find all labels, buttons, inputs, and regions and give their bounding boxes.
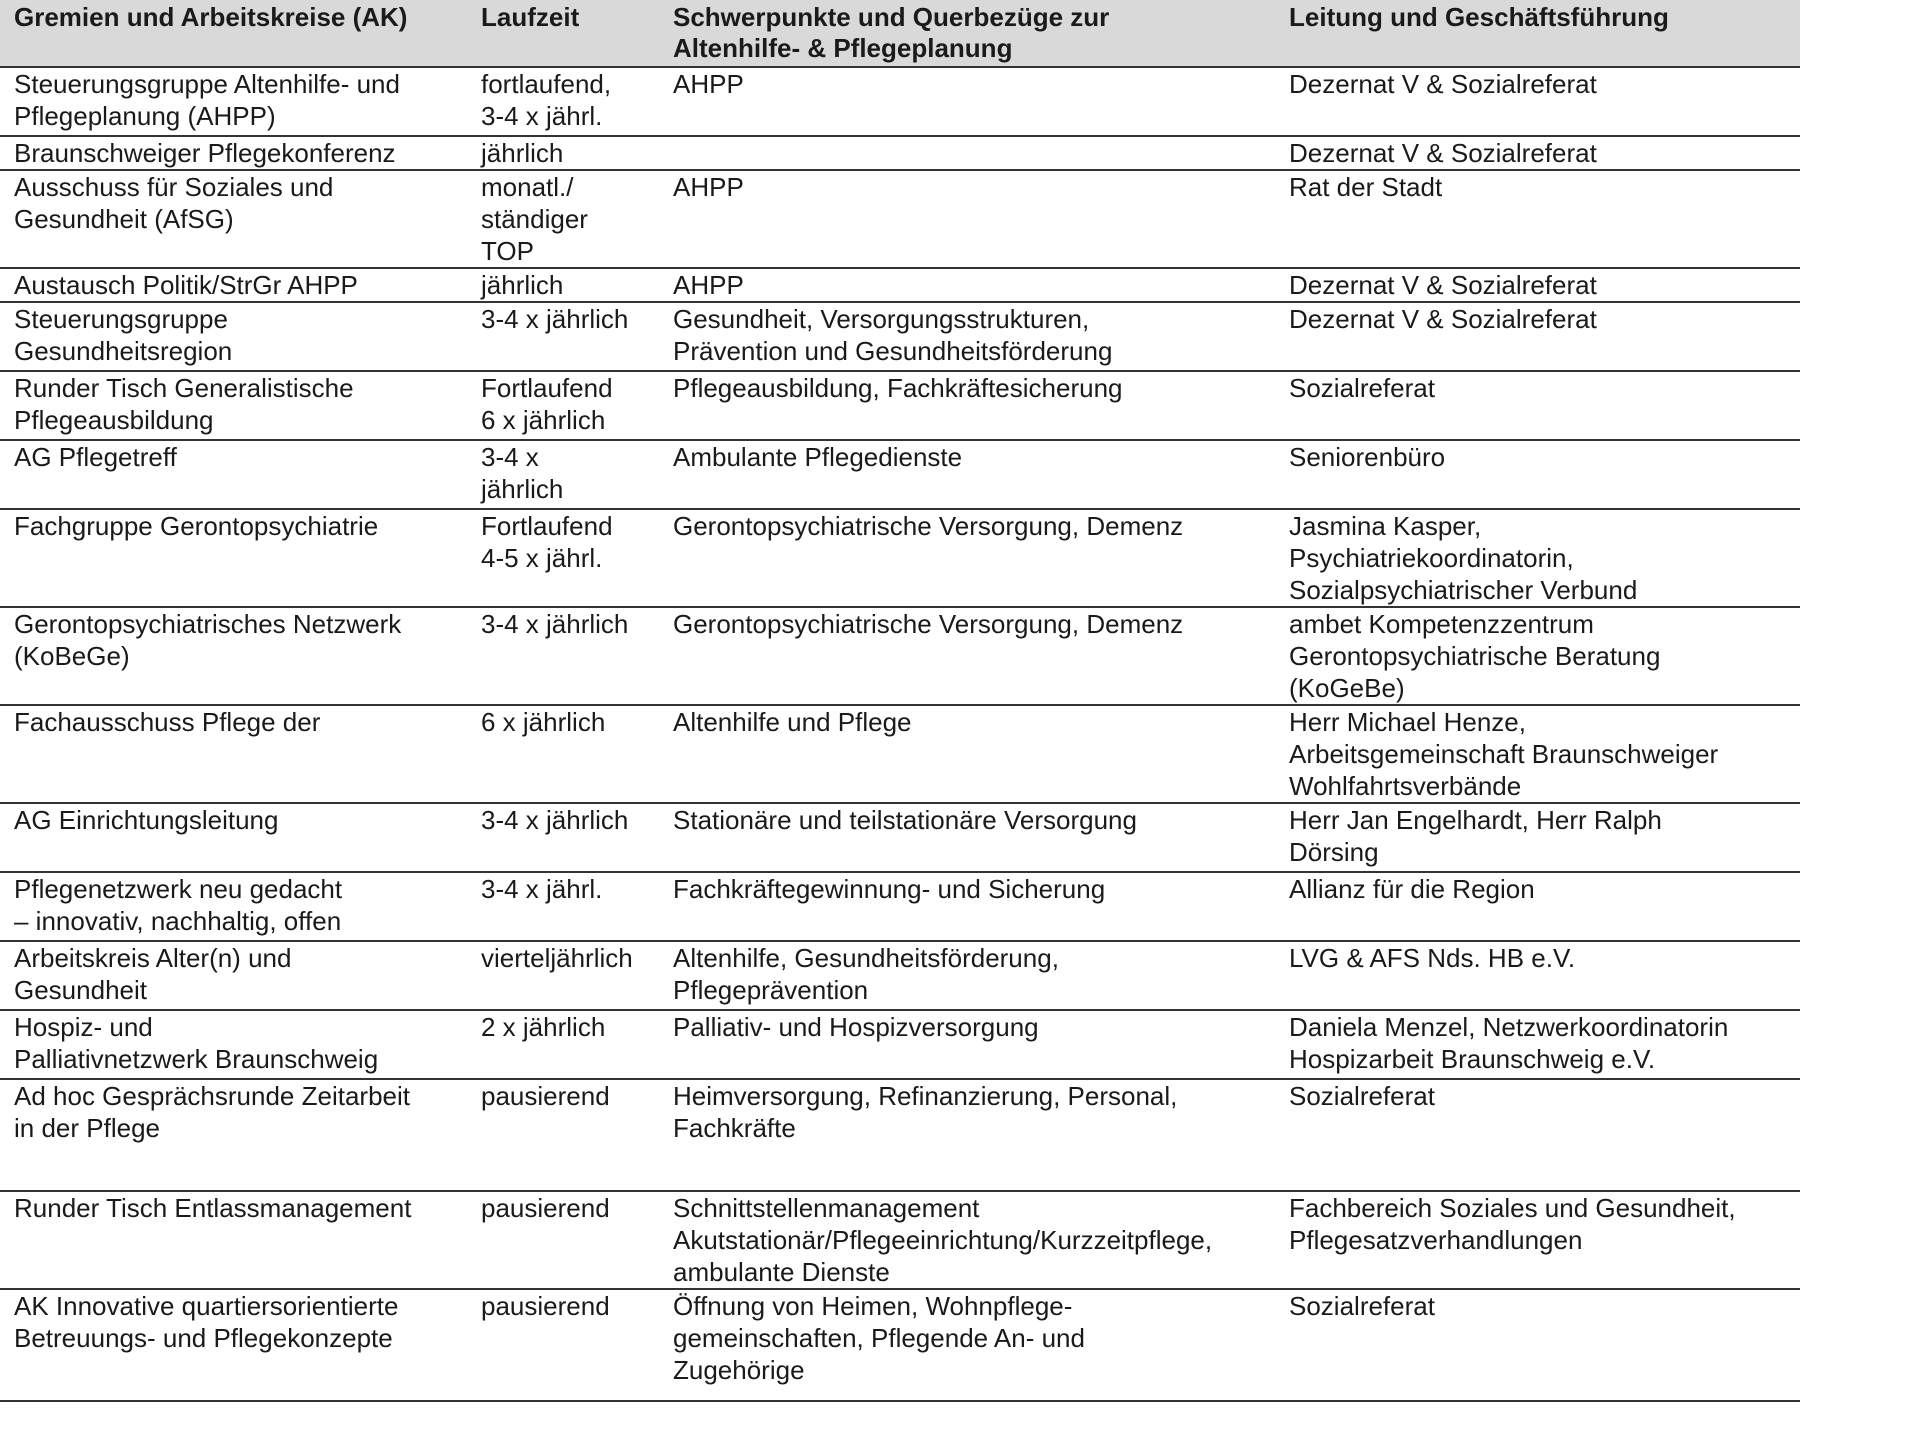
focus-cell: Gesundheit, Versorgungsstrukturen, Prävention und Gesundheitsförderung	[659, 302, 1275, 371]
committee-cell: Braunschweiger Pflegekonferenz	[0, 136, 467, 170]
management-cell: Sozialreferat	[1275, 1079, 1800, 1191]
table-row	[0, 509, 1800, 607]
management-cell: Herr Michael Henze, Arbeitsgemeinschaft Braunschweiger Wohlfahrtsverbände	[1275, 705, 1800, 803]
duration-cell: 3-4 x jährlich	[467, 607, 659, 705]
table-row	[0, 67, 1800, 136]
table-row	[0, 1289, 1800, 1401]
table-row	[0, 941, 1800, 1010]
duration-cell: fortlaufend, 3-4 x jährl.	[467, 67, 659, 136]
table-row	[0, 705, 1800, 803]
focus-cell: Stationäre und teilstationäre Versorgung	[659, 803, 1275, 872]
committee-cell: Arbeitskreis Alter(n) und Gesundheit	[0, 941, 467, 1010]
table-header	[0, 0, 1800, 67]
management-cell: Dezernat V & Sozialreferat	[1275, 268, 1800, 302]
duration-cell: monatl./ ständiger TOP	[467, 170, 659, 268]
duration-cell: 3-4 x jährlich	[467, 803, 659, 872]
committee-cell: Ausschuss für Soziales und Gesundheit (AfSG)	[0, 170, 467, 268]
table-row	[0, 1079, 1800, 1191]
header-duration: Laufzeit	[467, 0, 659, 67]
focus-cell: Altenhilfe und Pflege	[659, 705, 1275, 803]
duration-cell: 6 x jährlich	[467, 705, 659, 803]
focus-cell: Ambulante Pflegedienste	[659, 440, 1275, 509]
management-cell: Dezernat V & Sozialreferat	[1275, 67, 1800, 136]
focus-cell: Fachkräftegewinnung- und Sicherung	[659, 872, 1275, 941]
committee-cell: Gerontopsychiatrisches Netzwerk (KoBeGe)	[0, 607, 467, 705]
table-row	[0, 371, 1800, 440]
focus-cell: Gerontopsychiatrische Versorgung, Demenz	[659, 509, 1275, 607]
committee-cell: Runder Tisch Entlassmanagement	[0, 1191, 467, 1289]
header-row	[0, 0, 1800, 67]
duration-cell: Fortlaufend 4-5 x jährl.	[467, 509, 659, 607]
duration-cell: 3-4 x jährl.	[467, 872, 659, 941]
committee-cell: Runder Tisch Generalistische Pflegeausbildung	[0, 371, 467, 440]
focus-cell: Gerontopsychiatrische Versorgung, Demenz	[659, 607, 1275, 705]
duration-cell: pausierend	[467, 1079, 659, 1191]
management-cell: Allianz für die Region	[1275, 872, 1800, 941]
committee-cell: Fachgruppe Gerontopsychiatrie	[0, 509, 467, 607]
committee-cell: AG Pflegetreff	[0, 440, 467, 509]
committee-cell: AG Einrichtungsleitung	[0, 803, 467, 872]
duration-cell: pausierend	[467, 1289, 659, 1401]
table-row	[0, 607, 1800, 705]
focus-cell: AHPP	[659, 268, 1275, 302]
focus-cell	[659, 136, 1275, 170]
committee-cell: AK Innovative quartiersorientierte Betreuungs- und Pflegekonzepte	[0, 1289, 467, 1401]
table-row	[0, 302, 1800, 371]
header-management: Leitung und Geschäftsführung	[1275, 0, 1800, 67]
management-cell: Daniela Menzel, Netzwerkoordinatorin Hospizarbeit Braunschweig e.V.	[1275, 1010, 1800, 1079]
management-cell: Seniorenbüro	[1275, 440, 1800, 509]
committee-cell: Steuerungsgruppe Altenhilfe- und Pflegeplanung (AHPP)	[0, 67, 467, 136]
focus-cell: Öffnung von Heimen, Wohnpflege- gemeinschaften, Pflegende An- und Zugehörige	[659, 1289, 1275, 1401]
table-body	[0, 67, 1800, 1401]
focus-cell: Schnittstellenmanagement Akutstationär/Pflegeeinrichtung/Kurzzeitpflege, ambulante Dienste	[659, 1191, 1275, 1289]
table-row	[0, 170, 1800, 268]
table-row	[0, 268, 1800, 302]
header-committees: Gremien und Arbeitskreise (AK)	[0, 0, 467, 67]
table-row	[0, 803, 1800, 872]
management-cell: Dezernat V & Sozialreferat	[1275, 302, 1800, 371]
table-row	[0, 136, 1800, 170]
management-cell: Herr Jan Engelhardt, Herr Ralph Dörsing	[1275, 803, 1800, 872]
committee-cell: Austausch Politik/StrGr AHPP	[0, 268, 467, 302]
management-cell: ambet Kompetenzzentrum Gerontopsychiatrische Beratung (KoGeBe)	[1275, 607, 1800, 705]
table-row	[0, 440, 1800, 509]
duration-cell: 3-4 x jährlich	[467, 302, 659, 371]
table-row	[0, 1010, 1800, 1079]
duration-cell: jährlich	[467, 136, 659, 170]
focus-cell: Heimversorgung, Refinanzierung, Personal, Fachkräfte	[659, 1079, 1275, 1191]
duration-cell: 3-4 x jährlich	[467, 440, 659, 509]
committee-cell: Fachausschuss Pflege der	[0, 705, 467, 803]
table-row	[0, 1191, 1800, 1289]
focus-cell: AHPP	[659, 67, 1275, 136]
header-focus: Schwerpunkte und Querbezüge zur Altenhilfe- & Pflegeplanung	[659, 0, 1275, 67]
focus-cell: Palliativ- und Hospizversorgung	[659, 1010, 1275, 1079]
committee-cell: Ad hoc Gesprächsrunde Zeitarbeit in der Pflege	[0, 1079, 467, 1191]
management-cell: Jasmina Kasper, Psychiatriekoordinatorin, Sozialpsychiatrischer Verbund	[1275, 509, 1800, 607]
duration-cell: Fortlaufend 6 x jährlich	[467, 371, 659, 440]
duration-cell: pausierend	[467, 1191, 659, 1289]
committee-cell: Steuerungsgruppe Gesundheitsregion	[0, 302, 467, 371]
duration-cell: 2 x jährlich	[467, 1010, 659, 1079]
management-cell: Fachbereich Soziales und Gesundheit, Pflegesatzverhandlungen	[1275, 1191, 1800, 1289]
management-cell: Sozialreferat	[1275, 1289, 1800, 1401]
duration-cell: jährlich	[467, 268, 659, 302]
focus-cell: Altenhilfe, Gesundheitsförderung, Pflegeprävention	[659, 941, 1275, 1010]
focus-cell: AHPP	[659, 170, 1275, 268]
committee-cell: Hospiz- und Palliativnetzwerk Braunschweig	[0, 1010, 467, 1079]
duration-cell: vierteljährlich	[467, 941, 659, 1010]
management-cell: Sozialreferat	[1275, 371, 1800, 440]
management-cell: LVG & AFS Nds. HB e.V.	[1275, 941, 1800, 1010]
management-cell: Rat der Stadt	[1275, 170, 1800, 268]
management-cell: Dezernat V & Sozialreferat	[1275, 136, 1800, 170]
committee-cell: Pflegenetzwerk neu gedacht – innovativ, nachhaltig, offen	[0, 872, 467, 941]
table-row	[0, 872, 1800, 941]
focus-cell: Pflegeausbildung, Fachkräftesicherung	[659, 371, 1275, 440]
